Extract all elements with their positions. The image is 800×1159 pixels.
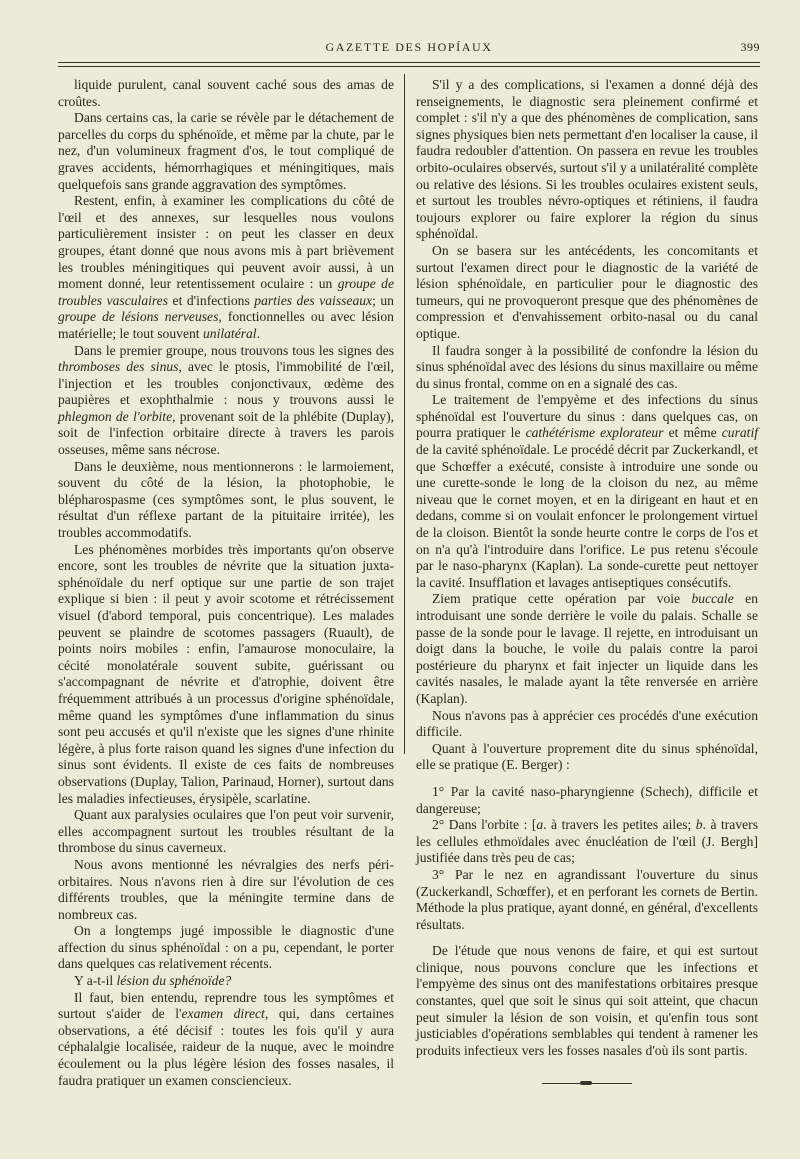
header-rule-bottom (58, 66, 760, 67)
text-run: , fonctionnelles ou avec lésion matérielle; le tout souvent (58, 309, 394, 341)
paragraph (416, 343, 758, 393)
left-column (58, 77, 394, 1089)
italic-run: groupe de lésions nerveuses (58, 309, 219, 325)
text-run: , provenant soit de la phlébite (Duplay), soit de l'infection orbitaire directe à travers les parois osseuses, même sans nécrose. (58, 408, 394, 458)
italic-run: buccale (691, 591, 734, 607)
italic-run: thromboses des sinus (58, 359, 179, 375)
text-run: Nous n'avons pas à apprécier ces procédés d'une exécution difficile. (416, 707, 758, 740)
paragraph (58, 990, 394, 1090)
paragraph (416, 708, 758, 741)
paragraph (416, 77, 758, 243)
text-run: Les phénomènes morbides très importants qu'on observe encore, sont les troubles de névrite que la situation juxta-sphénoïdale du nerf optique sur une partie de son trajet explique si bien : il peut y avoir scotome et rétrécissement visuel (d'abord temporal, puis concentrique). Les malades peuvent se plaindre de scotomes passagers (Ruault), de points noirs mobiles : enfin, l'amaurose monoculaire, la cécité monolatérale souvent subite, guérissant ou s'accompagnant de névrite et d'atrophie, doivent être fréquemment attribués à un processus d'origine sphénoïdale, même quand les symptômes d'une inflammation du sinus sont peu accusés et qu'il n'existe que les signes d'une rhinite légère, à plus forte raison quand les signes d'une infection du sinus sont évidents. Il existe de ces faits de nombreuses observations (Duplay, Talion, Parinaud, Horner), surtout dans les maladies infectieuses, érysipèle, scarlatine. (58, 541, 394, 806)
text-run: On a longtemps jugé impossible le diagnostic d'une affection du sinus sphénoïdal : on a pu, cependant, le porter dans quelques cas relativement récents. (58, 923, 394, 972)
right-column (416, 77, 758, 1084)
text-run: Il faut, bien entendu, reprendre tous les symptômes et surtout s'aider de l' (58, 989, 394, 1022)
text-run: ; un (372, 292, 394, 308)
paragraph (416, 943, 758, 1059)
paragraph (416, 867, 758, 933)
text-run: , qui, dans certaines observations, a été décisif : toutes les fois qu'il y aura céphalalgie localisée, raideur de la nuque, avec le moindre écoulement ou la plus légère lésion des fosses nasales, il faudra pratiquer un examen consciencieux. (58, 1006, 394, 1088)
header-rule-top (58, 62, 760, 63)
paragraph (416, 784, 758, 817)
italic-run: parties des vaisseaux (254, 292, 373, 308)
italic-run: unilatéral (202, 325, 257, 341)
text-run: . (256, 325, 260, 341)
paragraph (416, 741, 758, 774)
column-divider (404, 74, 405, 754)
paragraph (58, 542, 394, 808)
text-run: Quant aux paralysies oculaires que l'on peut voir survenir, elles accompagnent surtout les troubles résultant de la thrombose du sinus caverneux. (58, 807, 394, 856)
italic-run: examen direct (181, 1006, 265, 1022)
text-run: de la cavité sphénoïdale. Le procédé décrit par Zuckerkandl, et que Schœffer a exécuté, consiste à introduire une sonde ou une curette-sonde le long de la cloison du nez, au même niveau que le cornet moyen, et en la dirigeant en haut et en dedans, comme si on voulait enfoncer le prolongement virtuel de la cloison. Bientôt la sonde heurte contre le corps de l'os et on n'a qu'à l'introduire dans l'orifice. Le pus retenu s'écoule par le naso-pharynx (Kaplan). La sonde-curette peut nettoyer la cavité. Insufflation et lavages antiseptiques consécutifs. (416, 442, 758, 590)
italic-run: lésion du sphénoïde? (116, 973, 232, 989)
text-run: Il faudra songer à la possibilité de confondre la lésion du sinus sphénoïdal avec des lésions du sinus maxillaire ou même du sinus frontal, comme on en a signalé des cas. (416, 342, 758, 391)
text-run: , avec le ptosis, l'immobilité de l'œil, l'injection et les troubles conjonctivaux, œdème des paupières et exophthalmie : nous y trouvons aussi le (58, 359, 394, 408)
text-run: Dans le deuxième, nous mentionnerons : le larmoiement, souvent du côté de la lésion, la photophobie, le blépharospasme (ces symptômes sont, le plus souvent, le résultat d'un réflexe partant de la pituitaire irritée), les troubles accommodatifs. (58, 458, 394, 541)
italic-run: groupe de troubles vasculaires (58, 276, 394, 308)
text-run: . à travers les petites ailes; (543, 817, 696, 833)
page-number: 399 (740, 40, 760, 54)
italic-run: curatif (721, 425, 758, 441)
paragraph (58, 193, 394, 342)
text-run: . à travers les cellules ethmoïdales avec énucléation de l'œil (J. Bergh] justifiée dans très peu de cas; (416, 817, 758, 866)
text-run: Nous avons mentionné les névralgies des nerfs péri-orbitaires. Nous n'avons rien à dire sur l'évolution de ces différents troubles, que la méningite termine dans de nombreux cas. (58, 856, 394, 922)
text-run: Ziem pratique cette opération par voie (432, 591, 692, 607)
text-run: Y a-t-il (74, 973, 117, 989)
text-run: Restent, enfin, à examiner les complications du côté de l'œil et des annexes, sur lesquelles nous voulons particulièrement insister : on peut les classer en deux groupes, étant donné que nous avons mis à part brièvement les troubles méningitiques qui peuvent avoir aussi, à un moment donné, leur retentissement oculaire : un (58, 193, 394, 292)
italic-run: phlegmon de l'orbite (58, 408, 173, 424)
text-run: et d'infections (168, 292, 255, 308)
text-run: liquide purulent, canal souvent caché sous des amas de croûtes. (58, 77, 394, 109)
text-run: 2° Dans l'orbite : [ (432, 817, 537, 833)
paragraph (416, 817, 758, 867)
italic-run: a (536, 817, 544, 833)
end-ornament (542, 1083, 632, 1084)
text-run: Dans le premier groupe, nous trouvons tous les signes des (74, 342, 394, 358)
paragraph (58, 77, 394, 110)
text-run: et même (663, 425, 722, 441)
paragraph (58, 343, 394, 459)
text-run: S'il y a des complications, si l'examen a donné déjà des renseignements, le diagnostic sera pleinement confirmé et complet : s'il n'y a que des phénomènes de complication, sans signes physiques bien nets permettant d'en localiser la cause, il faudra redoubler d'attention. On passera en revue les troubles orbito-oculaires observés, surtout s'il y a unilatéralité complète ou relative des lésions. Si les troubles oculaires existent seuls, et surtout les troubles névro-optiques et rétiniens, il faudra toujours explorer ou faire explorer la région du sinus sphénoïdal. (416, 77, 758, 242)
italic-run: b (695, 817, 703, 833)
text-run: Quant à l'ouverture proprement dite du sinus sphénoïdal, elle se pratique (E. Berger) : (416, 740, 758, 773)
running-header (58, 40, 760, 60)
paragraph (58, 973, 394, 990)
paragraph (58, 459, 394, 542)
text-run: Dans certains cas, la carie se révèle par le détachement de parcelles du corps du sphénoïde, et même par la chute, par le nez, d'un volumineux fragment d'os, le tout compliqué de graves accidents, hémorrhagiques et méningitiques, mais quelquefois sans grande aggravation des symptômes. (58, 110, 394, 192)
text-run: De l'étude que nous venons de faire, et qui est surtout clinique, nous pouvons conclure que les infections et l'empyème des sinus ont des manifestations orbitaires presque constantes, quel que soit le sinus qui soit atteint, que chacun peut simuler la lésion de son voisin, et qu'enfin tous sont justiciables d'opérations semblables qui tendent à ramener les produits infectieux vers les fosses nasales d'où ils sont partis. (416, 943, 758, 1058)
italic-run: cathétérisme explorateur (525, 425, 664, 441)
paragraph (58, 857, 394, 923)
paragraph (416, 392, 758, 591)
text-run: en introduisant une sonde derrière le voile du palais. Schalle se passe de la sonde pour le lavage. Il rejette, en introduisant un doigt dans la bouche, le voile du palais contre la paroi postérieure du pharynx et fait injecter un liquide dans les cavités nasales, le malade ayant la tête renversée en arrière (Kaplan). (416, 591, 758, 706)
paragraph (58, 807, 394, 857)
text-run: Le traitement de l'empyème et des infections du sinus sphénoïdal est l'ouverture du sinus : dans quelques cas, on pourra pratiquer le (416, 392, 758, 441)
paragraph (58, 110, 394, 193)
text-run: 1° Par la cavité naso-pharyngienne (Schech), difficile et dangereuse; (416, 783, 758, 816)
text-run: 3° Par le nez en agrandissant l'ouverture du sinus (Zuckerkandl, Schœffer), et en perforant les cornets de Bertin. Méthode la plus pratique, ayant donné, en général, d'excellents résultats. (416, 866, 758, 932)
paragraph (416, 243, 758, 343)
paragraph (58, 923, 394, 973)
text-run: On se basera sur les antécédents, les concomitants et surtout l'examen direct pour le diagnostic de la variété de lésion sphénoïdale, en particulier pour le diagnostic des tumeurs, qui ne provoqueront presque que des phénomènes de compression et d'envahissement orbito-nasal ou du canal optique. (416, 242, 758, 341)
paragraph (416, 591, 758, 707)
journal-title: GAZETTE DES HOPÍAUX (325, 40, 493, 54)
